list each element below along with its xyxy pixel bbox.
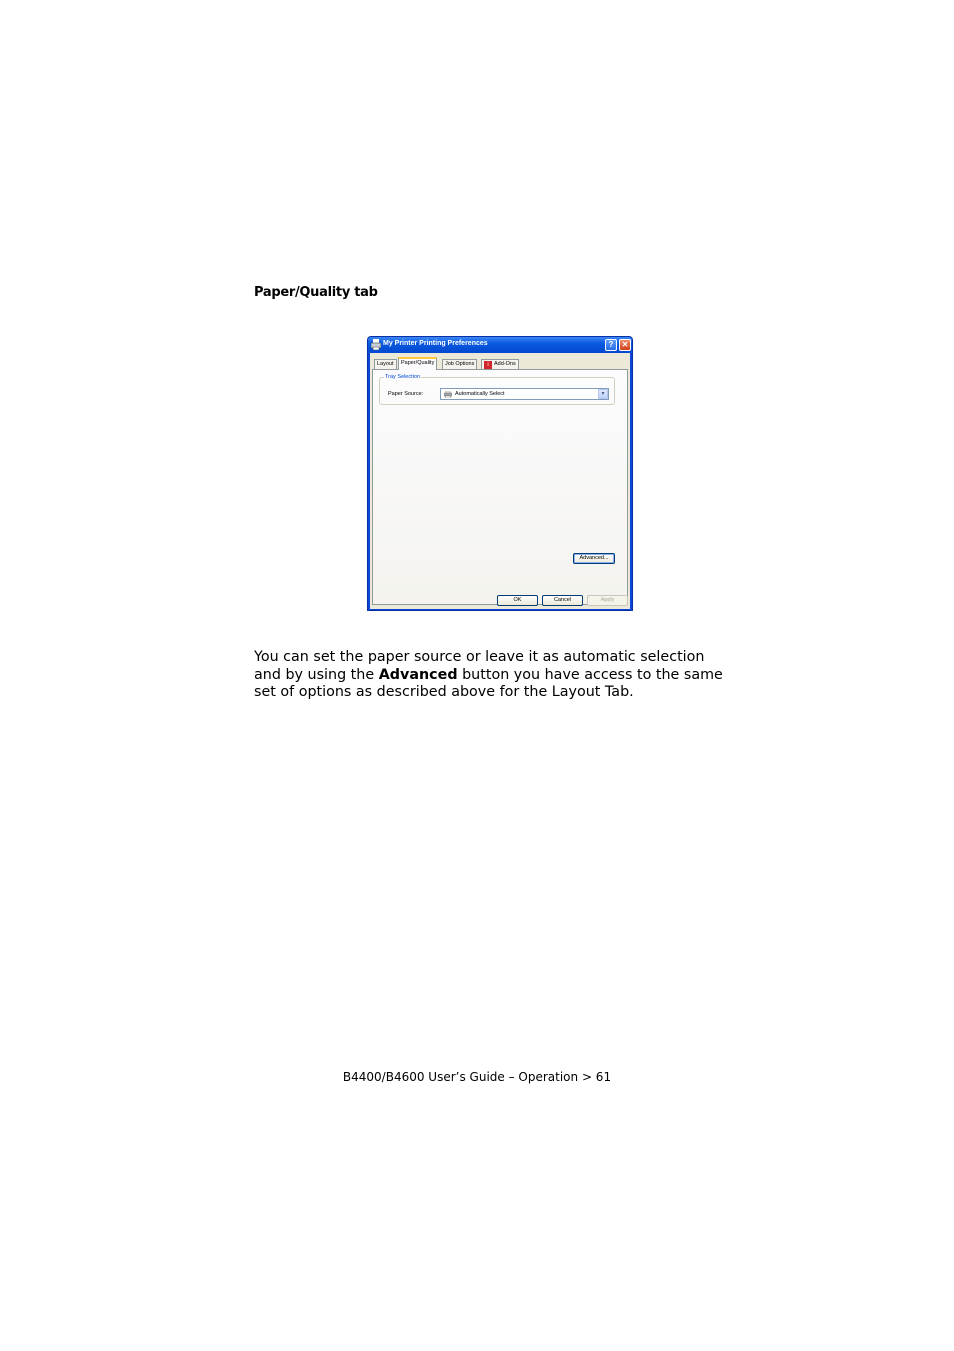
paragraph-text-before: You can set the paper source or leave it as automatic selection and by using the (254, 649, 705, 683)
dialog-title: My Printer Printing Preferences (383, 340, 488, 347)
paragraph-text-after: button you have access to the same set of options as described above for the Layout Tab. (254, 666, 723, 701)
tab-add-ons[interactable] (481, 359, 519, 369)
dialog-titlebar (368, 337, 632, 353)
tab-job-options[interactable] (442, 359, 477, 369)
page-footer: B4400/B4600 User’s Guide – Operation > 61 (342, 1070, 612, 1084)
paper-source-label: Paper Source: (388, 391, 424, 397)
tab-label: Job Options (445, 361, 475, 367)
addons-icon: i (484, 361, 492, 369)
help-button[interactable]: ? (605, 339, 617, 351)
tab-paper-quality[interactable] (398, 357, 437, 370)
printer-icon (371, 339, 381, 350)
tray-selection-label: Tray Selection (385, 374, 420, 380)
printing-preferences-dialog (367, 336, 633, 611)
tray-selection-group (379, 374, 615, 405)
paper-source-value: Automatically Select (455, 391, 505, 397)
description-paragraph (254, 649, 734, 702)
chevron-down-icon[interactable]: ▾ (598, 389, 608, 399)
section-heading: Paper/Quality tab (254, 285, 378, 300)
paper-source-select[interactable] (440, 388, 609, 400)
tab-layout[interactable] (374, 359, 397, 369)
cancel-button[interactable]: Cancel (542, 595, 583, 606)
advanced-button[interactable]: Advanced... (573, 553, 615, 564)
printer-icon (444, 391, 452, 398)
dialog-client-area (370, 353, 630, 609)
ok-button[interactable]: OK (497, 595, 538, 606)
tab-label: Layout (377, 361, 394, 367)
tab-label: Add-Ons (494, 361, 516, 367)
close-button[interactable]: ✕ (619, 339, 631, 351)
paragraph-bold-advanced: Advanced (378, 666, 458, 683)
tab-label: Paper/Quality (401, 360, 435, 366)
apply-button[interactable]: Apply (587, 595, 628, 606)
paper-quality-panel (372, 369, 628, 605)
